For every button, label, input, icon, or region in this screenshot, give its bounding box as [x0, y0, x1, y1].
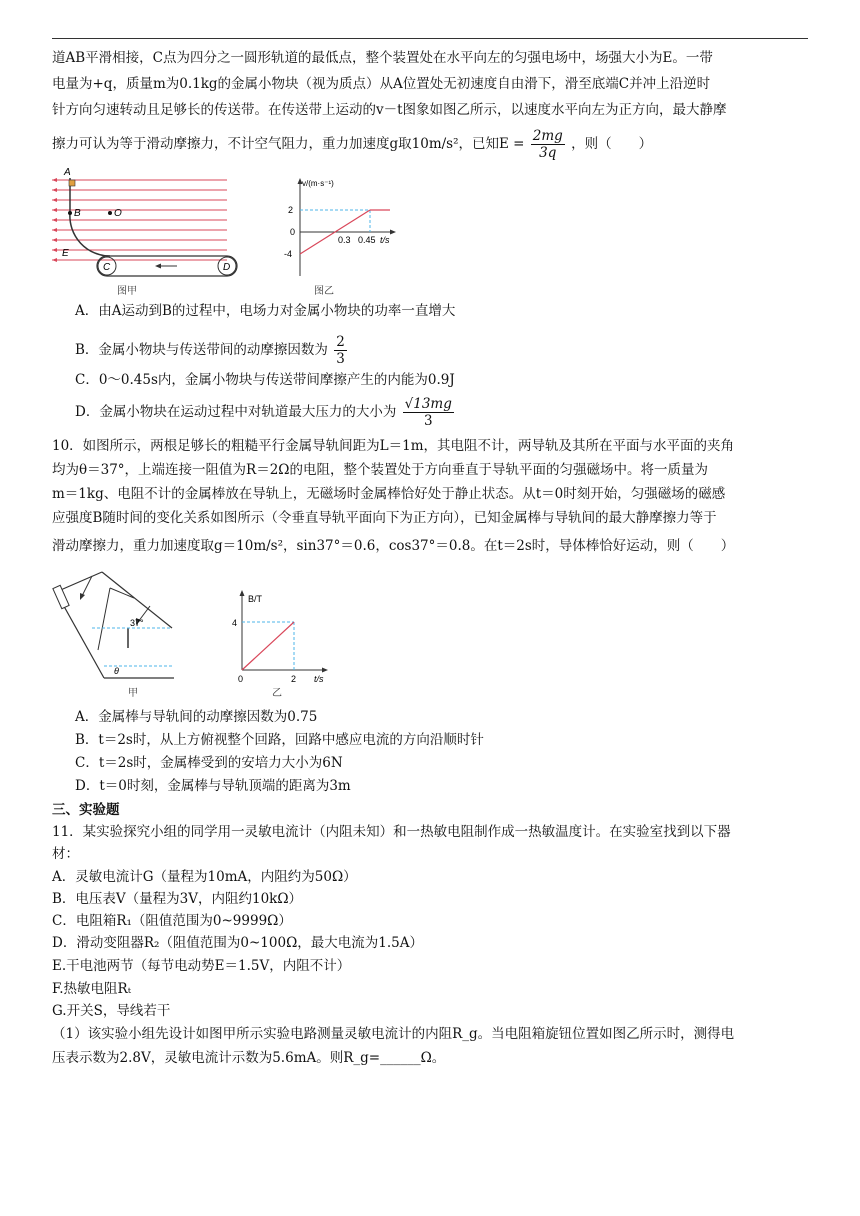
q11-line2: 材： — [52, 846, 79, 862]
q9-vt-graph — [280, 176, 420, 300]
q9-option-b — [75, 334, 349, 367]
vt-tick-03: 0.3 — [338, 235, 351, 245]
q11-item-c: C．电阻箱R₁（阻值范围为0~9999Ω） — [52, 913, 292, 929]
q9-e-fraction — [531, 128, 565, 161]
bt-tick-0: 0 — [238, 674, 244, 684]
q9-intro-line4 — [52, 128, 812, 161]
q10-fig-jia-caption: 甲 — [128, 688, 138, 699]
q11-item-e: E.干电池两节（每节电动势E＝1.5V，内阻不计） — [52, 958, 351, 974]
q9-option-c: C．0～0.45s内，金属小物块与传送带间摩擦产生的内能为0.9J — [75, 372, 455, 388]
q9-label-a: A — [64, 168, 71, 178]
q11-line1: 11．某实验探究小组的同学用一灵敏电流计（内阻未知）和一热敏电阻制作成一热敏温度计。在实验室找到以下器 — [52, 824, 731, 840]
vt-tick-0: 0 — [290, 227, 296, 237]
q10-option-a: A．金属棒与导轨间的动摩擦因数为0.75 — [75, 709, 318, 725]
q10-line5: 滑动摩擦力，重力加速度取g＝10m/s²，sin37°＝0.6，cos37°＝0.8。在t＝2s时，导体棒恰好运动，则（ ） — [52, 538, 735, 554]
vt-tick-045: 0.45 — [358, 235, 376, 245]
q9-option-d-num: √13mg — [404, 396, 452, 412]
q11-item-b: B．电压表V（量程为3V，内阻约10kΩ） — [52, 891, 303, 907]
q9-fig-yi-caption: 图乙 — [314, 286, 334, 297]
q10-figure-jia — [52, 566, 182, 704]
q9-option-b-fraction — [334, 334, 347, 367]
q10-line4: 应强度B随时间的变化关系如图所示（令垂直导轨平面向下为正方向），已知金属棒与导轨间的最大静摩擦力等于 — [52, 510, 717, 526]
q9-intro-line1: 道AB平滑相接，C点为四分之一圆形轨道的最低点，整个装置处在水平向左的匀强电场中，场强大小为E。一带 — [52, 50, 713, 66]
q9-option-b-text: B．金属小物块与传送带间的动摩擦因数为 — [75, 342, 328, 358]
q11-sub1-line2: 压表示数为2.8V，灵敏电流计示数为5.6mA。则R_g=______Ω。 — [52, 1050, 446, 1066]
q9-intro-text: 擦力可认为等于滑动摩擦力，不计空气阻力，重力加速度g取10m/s²，已知E = — [52, 136, 525, 152]
q9-label-o: O — [114, 208, 122, 219]
q10-line1: 10．如图所示，两根足够长的粗糙平行金属导轨间距为L＝1m，其电阻不计，两导轨及其所在平面与水平面的夹角 — [52, 438, 735, 454]
q10-theta-label: θ — [114, 666, 119, 676]
q9-label-b: B — [74, 208, 81, 219]
vt-tick-2: 2 — [288, 205, 294, 215]
q10-option-c: C．t＝2s时，金属棒受到的安培力大小为6N — [75, 755, 343, 771]
header-rule — [52, 38, 808, 39]
q11-item-d: D．滑动变阻器R₂（阻值范围为0~100Ω，最大电流为1.5A） — [52, 935, 423, 951]
q10-option-b: B．t＝2s时，从上方俯视整个回路，回路中感应电流的方向沿顺时针 — [75, 732, 484, 748]
q9-option-b-num: 2 — [336, 334, 345, 350]
q9-option-d-fraction — [403, 396, 454, 429]
q11-sub1-line1: （1）该实验小组先设计如图甲所示实验电路测量灵敏电流计的内阻R_g。当电阻箱旋钮位置如图乙所示时，测得电 — [52, 1026, 735, 1042]
bt-ylabel: B/T — [248, 594, 263, 604]
vt-tick-neg4: -4 — [284, 249, 293, 259]
q9-intro-tail: ，则（ ） — [571, 136, 653, 152]
bt-tick-4: 4 — [232, 618, 238, 628]
q9-fig-jia-caption: 图甲 — [117, 286, 137, 297]
q9-e-numerator: 2mg — [532, 128, 563, 144]
q10-angle-label: 37° — [130, 618, 144, 628]
q9-option-d-den: 3 — [423, 413, 433, 429]
q10-option-d: D．t＝0时刻，金属棒与导轨顶端的距离为3m — [75, 778, 351, 794]
vt-ylabel: v/(m·s⁻¹) — [302, 179, 334, 188]
q9-label-e: E — [62, 248, 69, 259]
q9-e-denominator: 3q — [539, 145, 557, 161]
bt-xunit: t/s — [314, 674, 324, 684]
q9-intro-line3: 针方向匀速转动且足够长的传送带。在传送带上运动的v－t图象如图乙所示，以速度水平向左为正方向，最大静摩 — [52, 102, 727, 118]
q10-fig-yi-caption: 乙 — [272, 688, 282, 699]
q9-label-d: D — [223, 262, 231, 273]
vt-xunit: t/s — [380, 235, 390, 245]
section-heading: 三、实验题 — [52, 802, 120, 818]
q9-intro-line2: 电量为+q，质量m为0.1kg的金属小物块（视为质点）从A位置处无初速度自由滑下，滑至底端C并冲上沿逆时 — [52, 76, 711, 92]
q9-option-d-text: D．金属小物块在运动过程中对轨道最大压力的大小为 — [75, 404, 397, 420]
bt-tick-2: 2 — [291, 674, 297, 684]
q10-line2: 均为θ＝37°，上端连接一阻值为R＝2Ω的电阻，整个装置处于方向垂直于导轨平面的匀强磁场中。将一质量为 — [52, 462, 709, 478]
q9-option-a: A．由A运动到B的过程中，电场力对金属小物块的功率一直增大 — [75, 303, 456, 319]
q9-label-c: C — [103, 262, 111, 273]
q10-line3: m＝1kg、电阻不计的金属棒放在导轨上，无磁场时金属棒恰好处于静止状态。从t＝0时刻开始，匀强磁场的磁感 — [52, 486, 726, 502]
q10-bt-graph — [228, 588, 338, 700]
q11-item-g: G.开关S，导线若干 — [52, 1003, 171, 1019]
q11-item-f: F.热敏电阻Rₜ — [52, 981, 132, 997]
q9-option-d — [75, 396, 456, 429]
q9-figure-jia — [52, 168, 252, 300]
q9-option-b-den: 3 — [336, 351, 345, 367]
q11-item-a: A．灵敏电流计G（量程为10mA，内阻约为50Ω） — [52, 869, 357, 885]
